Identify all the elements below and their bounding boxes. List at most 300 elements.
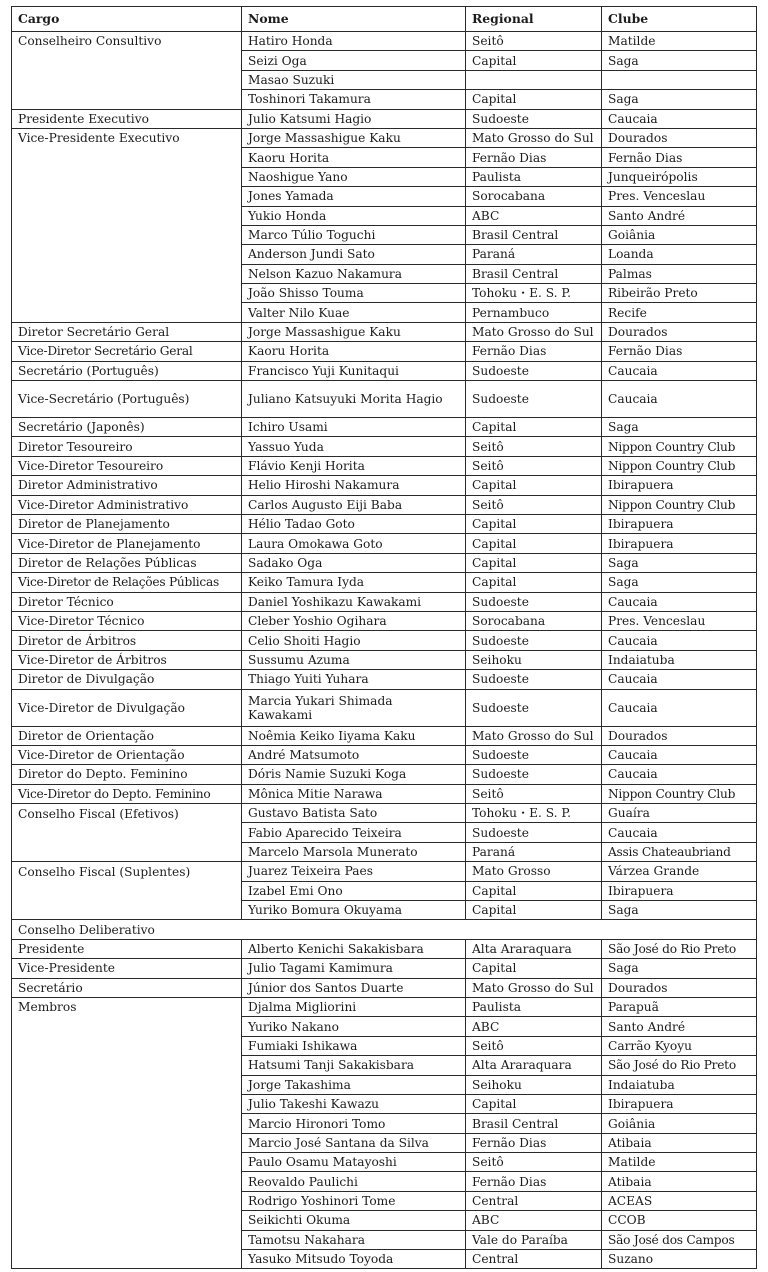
cell-clube: Caucaia: [602, 592, 757, 611]
cell-cargo: [12, 1094, 242, 1113]
cell-regional: Central: [466, 1191, 602, 1210]
cell-nome: Seizi Oga: [242, 51, 466, 70]
cell-clube: ACEAS: [602, 1191, 757, 1210]
cell-nome: Julio Tagami Kamimura: [242, 959, 466, 978]
cell-clube: Junqueirópolis: [602, 167, 757, 186]
roster-body: [12, 32, 757, 1269]
cell-nome: Jorge Takashima: [242, 1075, 466, 1094]
cell-regional: Fernão Dias: [466, 1172, 602, 1191]
cell-cargo: Diretor de Orientação: [12, 726, 242, 745]
table-row: [12, 534, 757, 553]
cell-clube: Caucaia: [602, 765, 757, 784]
cell-clube: Parapuã: [602, 997, 757, 1016]
table-row: [12, 959, 757, 978]
cell-clube: Indaiatuba: [602, 650, 757, 669]
cell-regional: Tohoku・E. S. P.: [466, 284, 602, 303]
cell-nome: Yukio Honda: [242, 206, 466, 225]
cell-nome: Cleber Yoshio Ogihara: [242, 611, 466, 630]
cell-regional: Capital: [466, 418, 602, 437]
cell-clube: Pres. Venceslau: [602, 611, 757, 630]
cell-regional: [466, 70, 602, 89]
table-row: [12, 418, 757, 437]
cell-regional: Paraná: [466, 245, 602, 264]
table-row: [12, 1230, 757, 1249]
cell-cargo: [12, 167, 242, 186]
cell-clube: Caucaia: [602, 745, 757, 764]
cell-clube: Dourados: [602, 726, 757, 745]
cell-regional: Vale do Paraíba: [466, 1230, 602, 1249]
cell-regional: Capital: [466, 959, 602, 978]
cell-nome: Djalma Migliorini: [242, 997, 466, 1016]
cell-clube: Nippon Country Club: [602, 456, 757, 475]
cell-regional: Capital: [466, 573, 602, 592]
cell-regional: Mato Grosso do Sul: [466, 322, 602, 341]
cell-cargo: [12, 1250, 242, 1269]
cell-clube: Caucaia: [602, 670, 757, 689]
table-row: [12, 32, 757, 51]
cell-cargo: [12, 1017, 242, 1036]
cell-cargo: [12, 901, 242, 920]
cell-regional: Capital: [466, 881, 602, 900]
cell-clube: Guaíra: [602, 804, 757, 823]
cell-nome: Reovaldo Paulichi: [242, 1172, 466, 1191]
cell-nome: Izabel Emi Ono: [242, 881, 466, 900]
table-row: [12, 978, 757, 997]
table-row: [12, 745, 757, 764]
cell-nome: Julio Katsumi Hagio: [242, 109, 466, 128]
cell-cargo: [12, 842, 242, 861]
cell-regional: Seitô: [466, 1036, 602, 1055]
table-row: [12, 437, 757, 456]
cell-nome: Yassuo Yuda: [242, 437, 466, 456]
cell-cargo: Diretor Secretário Geral: [12, 322, 242, 341]
cell-nome: Naoshigue Yano: [242, 167, 466, 186]
cell-nome: Ichiro Usami: [242, 418, 466, 437]
cell-clube: Dourados: [602, 978, 757, 997]
table-row: [12, 1153, 757, 1172]
cell-cargo: Vice-Diretor de Árbitros: [12, 650, 242, 669]
cell-clube: Santo André: [602, 206, 757, 225]
cell-regional: Seitô: [466, 456, 602, 475]
cell-nome: Seikichti Okuma: [242, 1211, 466, 1230]
cell-regional: Brasil Central: [466, 225, 602, 244]
cell-nome: Mônica Mitie Narawa: [242, 784, 466, 803]
cell-regional: Seitô: [466, 437, 602, 456]
cell-regional: Sudoeste: [466, 689, 602, 726]
table-row: [12, 939, 757, 958]
cell-regional: Sudoeste: [466, 823, 602, 842]
cell-cargo: Vice-Presidente: [12, 959, 242, 978]
cell-cargo: [12, 245, 242, 264]
cell-regional: Fernão Dias: [466, 148, 602, 167]
cell-clube: Dourados: [602, 128, 757, 147]
table-row: [12, 495, 757, 514]
cell-cargo: Presidente: [12, 939, 242, 958]
table-row: [12, 1056, 757, 1075]
cell-cargo: [12, 1114, 242, 1133]
cell-nome: Sussumu Azuma: [242, 650, 466, 669]
cell-cargo: [12, 1036, 242, 1055]
table-row: [12, 361, 757, 380]
cell-cargo: [12, 90, 242, 109]
cell-cargo: Vice-Diretor Tesoureiro: [12, 456, 242, 475]
cell-nome: Marcio Hironori Tomo: [242, 1114, 466, 1133]
cell-regional: Mato Grosso do Sul: [466, 726, 602, 745]
table-row: [12, 1172, 757, 1191]
cell-nome: Marco Túlio Toguchi: [242, 225, 466, 244]
table-row: [12, 765, 757, 784]
cell-regional: Sudoeste: [466, 381, 602, 418]
cell-cargo: Vice-Diretor Técnico: [12, 611, 242, 630]
cell-regional: Seitô: [466, 32, 602, 51]
cell-regional: Tohoku・E. S. P.: [466, 804, 602, 823]
cell-regional: Sorocabana: [466, 187, 602, 206]
cell-cargo: Diretor de Divulgação: [12, 670, 242, 689]
cell-regional: Pernambuco: [466, 303, 602, 322]
cell-clube: Fernão Dias: [602, 342, 757, 361]
table-row: [12, 284, 757, 303]
header-nome: Nome: [242, 7, 466, 32]
header-clube: Clube: [602, 7, 757, 32]
cell-regional: Capital: [466, 514, 602, 533]
cell-regional: Sudoeste: [466, 109, 602, 128]
cell-nome: Nelson Kazuo Nakamura: [242, 264, 466, 283]
cell-cargo: Diretor de Relações Públicas: [12, 553, 242, 572]
cell-regional: Seihoku: [466, 1075, 602, 1094]
cell-clube: Caucaia: [602, 109, 757, 128]
cell-nome: Alberto Kenichi Sakakisbara: [242, 939, 466, 958]
cell-clube: Pres. Venceslau: [602, 187, 757, 206]
cell-cargo: Vice-Diretor de Divulgação: [12, 689, 242, 726]
cell-clube: Caucaia: [602, 823, 757, 842]
table-row: [12, 303, 757, 322]
cell-cargo: Vice-Diretor Administrativo: [12, 495, 242, 514]
roster-document: [11, 6, 756, 1269]
cell-cargo: [12, 1172, 242, 1191]
cell-regional: Sorocabana: [466, 611, 602, 630]
cell-regional: Capital: [466, 553, 602, 572]
cell-regional: ABC: [466, 1211, 602, 1230]
cell-cargo: Diretor do Depto. Feminino: [12, 765, 242, 784]
cell-clube: Saga: [602, 90, 757, 109]
cell-cargo: [12, 1075, 242, 1094]
cell-nome: Jorge Massashigue Kaku: [242, 128, 466, 147]
cell-clube: Caucaia: [602, 381, 757, 418]
cell-cargo: Vice-Diretor de Orientação: [12, 745, 242, 764]
cell-clube: Carrão Kyoyu: [602, 1036, 757, 1055]
cell-clube: Atibaia: [602, 1172, 757, 1191]
table-row: [12, 1114, 757, 1133]
table-row: [12, 1036, 757, 1055]
cell-regional: Seitô: [466, 784, 602, 803]
table-row: [12, 342, 757, 361]
table-row: [12, 573, 757, 592]
cell-clube: Matilde: [602, 32, 757, 51]
cell-regional: Central: [466, 1250, 602, 1269]
cell-nome: Valter Nilo Kuae: [242, 303, 466, 322]
cell-cargo: Conselho Fiscal (Efetivos): [12, 804, 242, 823]
table-row: [12, 225, 757, 244]
table-row: [12, 650, 757, 669]
table-row: [12, 476, 757, 495]
cell-clube: Matilde: [602, 1153, 757, 1172]
table-row: [12, 804, 757, 823]
cell-nome: Jorge Massashigue Kaku: [242, 322, 466, 341]
cell-nome: Tamotsu Nakahara: [242, 1230, 466, 1249]
table-row: [12, 264, 757, 283]
cell-regional: Sudoeste: [466, 745, 602, 764]
cell-cargo: Conselheiro Consultivo: [12, 32, 242, 51]
cell-cargo: Secretário (Português): [12, 361, 242, 380]
cell-cargo: [12, 148, 242, 167]
table-row: [12, 206, 757, 225]
table-row: [12, 70, 757, 89]
cell-nome: Marcia Yukari Shimada Kawakami: [242, 689, 466, 726]
cell-cargo: [12, 1056, 242, 1075]
cell-cargo: Conselho Fiscal (Suplentes): [12, 862, 242, 881]
cell-cargo: Vice-Diretor de Relações Públicas: [12, 573, 242, 592]
cell-regional: Capital: [466, 1094, 602, 1113]
header-regional: Regional: [466, 7, 602, 32]
cell-nome: Thiago Yuiti Yuhara: [242, 670, 466, 689]
cell-regional: Sudoeste: [466, 592, 602, 611]
table-row: [12, 862, 757, 881]
cell-regional: Paraná: [466, 842, 602, 861]
cell-clube: CCOB: [602, 1211, 757, 1230]
table-row: [12, 670, 757, 689]
cell-clube: Nippon Country Club: [602, 495, 757, 514]
cell-nome: Hatiro Honda: [242, 32, 466, 51]
cell-clube: Ibirapuera: [602, 534, 757, 553]
cell-nome: Noêmia Keiko Iiyama Kaku: [242, 726, 466, 745]
cell-regional: ABC: [466, 1017, 602, 1036]
cell-clube: Nippon Country Club: [602, 437, 757, 456]
cell-cargo: [12, 51, 242, 70]
cell-regional: Capital: [466, 901, 602, 920]
table-row: [12, 514, 757, 533]
table-row: [12, 592, 757, 611]
cell-regional: Capital: [466, 51, 602, 70]
table-row: [12, 1017, 757, 1036]
table-row: [12, 1191, 757, 1210]
cell-clube: Caucaia: [602, 631, 757, 650]
cell-cargo: [12, 823, 242, 842]
cell-nome: Daniel Yoshikazu Kawakami: [242, 592, 466, 611]
cell-clube: Suzano: [602, 1250, 757, 1269]
cell-nome: Marcio José Santana da Silva: [242, 1133, 466, 1152]
cell-nome: Fumiaki Ishikawa: [242, 1036, 466, 1055]
cell-regional: Paulista: [466, 167, 602, 186]
cell-regional: Sudoeste: [466, 631, 602, 650]
cell-clube: Goiânia: [602, 1114, 757, 1133]
cell-cargo: [12, 1153, 242, 1172]
cell-cargo: Conselho Deliberativo: [12, 920, 757, 939]
table-row: [12, 689, 757, 726]
table-row: [12, 901, 757, 920]
cell-clube: São José do Rio Preto: [602, 1056, 757, 1075]
cell-cargo: [12, 1133, 242, 1152]
cell-clube: Saga: [602, 51, 757, 70]
cell-cargo: [12, 881, 242, 900]
cell-clube: Ibirapuera: [602, 476, 757, 495]
cell-regional: Mato Grosso do Sul: [466, 128, 602, 147]
cell-nome: Dóris Namie Suzuki Koga: [242, 765, 466, 784]
cell-regional: Alta Araraquara: [466, 1056, 602, 1075]
cell-nome: Anderson Jundi Sato: [242, 245, 466, 264]
cell-nome: Julio Takeshi Kawazu: [242, 1094, 466, 1113]
cell-nome: Helio Hiroshi Nakamura: [242, 476, 466, 495]
cell-clube: Assis Chateaubriand: [602, 842, 757, 861]
cell-nome: Masao Suzuki: [242, 70, 466, 89]
cell-clube: São José do Rio Preto: [602, 939, 757, 958]
table-row: [12, 726, 757, 745]
cell-regional: Sudoeste: [466, 361, 602, 380]
cell-nome: Paulo Osamu Matayoshi: [242, 1153, 466, 1172]
cell-regional: Fernão Dias: [466, 1133, 602, 1152]
cell-clube: Caucaia: [602, 361, 757, 380]
cell-clube: [602, 70, 757, 89]
cell-clube: Goiânia: [602, 225, 757, 244]
cell-cargo: Presidente Executivo: [12, 109, 242, 128]
cell-clube: Fernão Dias: [602, 148, 757, 167]
table-row: [12, 1250, 757, 1269]
cell-regional: Mato Grosso do Sul: [466, 978, 602, 997]
cell-cargo: [12, 1191, 242, 1210]
cell-nome: Rodrigo Yoshinori Tome: [242, 1191, 466, 1210]
cell-nome: Carlos Augusto Eiji Baba: [242, 495, 466, 514]
cell-nome: Toshinori Takamura: [242, 90, 466, 109]
cell-clube: Saga: [602, 553, 757, 572]
cell-regional: Sudoeste: [466, 765, 602, 784]
cell-regional: Brasil Central: [466, 1114, 602, 1133]
cell-clube: Caucaia: [602, 689, 757, 726]
cell-nome: Francisco Yuji Kunitaqui: [242, 361, 466, 380]
cell-nome: Yuriko Bomura Okuyama: [242, 901, 466, 920]
cell-regional: Seitô: [466, 1153, 602, 1172]
cell-nome: Yuriko Nakano: [242, 1017, 466, 1036]
roster-table: [11, 6, 757, 1269]
cell-regional: Fernão Dias: [466, 342, 602, 361]
cell-regional: ABC: [466, 206, 602, 225]
cell-clube: Atibaia: [602, 1133, 757, 1152]
cell-cargo: [12, 264, 242, 283]
cell-clube: São José dos Campos: [602, 1230, 757, 1249]
table-row: [12, 920, 757, 939]
cell-nome: Sadako Oga: [242, 553, 466, 572]
table-row: [12, 842, 757, 861]
cell-clube: Saga: [602, 959, 757, 978]
cell-regional: Paulista: [466, 997, 602, 1016]
table-row: [12, 823, 757, 842]
cell-nome: Júnior dos Santos Duarte: [242, 978, 466, 997]
table-row: [12, 167, 757, 186]
cell-cargo: Membros: [12, 997, 242, 1016]
cell-clube: Dourados: [602, 322, 757, 341]
cell-regional: Capital: [466, 534, 602, 553]
table-row: [12, 997, 757, 1016]
table-row: [12, 1094, 757, 1113]
cell-cargo: Vice-Diretor do Depto. Feminino: [12, 784, 242, 803]
cell-cargo: Vice-Diretor Secretário Geral: [12, 342, 242, 361]
cell-nome: Yasuko Mitsudo Toyoda: [242, 1250, 466, 1269]
cell-cargo: Diretor de Planejamento: [12, 514, 242, 533]
cell-regional: Seihoku: [466, 650, 602, 669]
cell-nome: Gustavo Batista Sato: [242, 804, 466, 823]
cell-nome: Kaoru Horita: [242, 148, 466, 167]
cell-nome: Fabio Aparecido Teixeira: [242, 823, 466, 842]
cell-clube: Indaiatuba: [602, 1075, 757, 1094]
cell-clube: Nippon Country Club: [602, 784, 757, 803]
cell-cargo: Diretor Tesoureiro: [12, 437, 242, 456]
cell-cargo: [12, 303, 242, 322]
cell-regional: Sudoeste: [466, 670, 602, 689]
cell-regional: Brasil Central: [466, 264, 602, 283]
cell-cargo: Diretor Administrativo: [12, 476, 242, 495]
cell-cargo: [12, 1230, 242, 1249]
cell-nome: Celio Shoiti Hagio: [242, 631, 466, 650]
cell-nome: André Matsumoto: [242, 745, 466, 764]
table-row: [12, 1133, 757, 1152]
table-row: [12, 1211, 757, 1230]
cell-nome: Marcelo Marsola Munerato: [242, 842, 466, 861]
table-row: [12, 553, 757, 572]
cell-cargo: [12, 206, 242, 225]
cell-nome: Hélio Tadao Goto: [242, 514, 466, 533]
table-row: [12, 128, 757, 147]
table-row: [12, 148, 757, 167]
cell-nome: Jones Yamada: [242, 187, 466, 206]
cell-nome: Kaoru Horita: [242, 342, 466, 361]
table-row: [12, 90, 757, 109]
cell-cargo: Diretor de Árbitros: [12, 631, 242, 650]
cell-cargo: [12, 225, 242, 244]
cell-cargo: Vice-Presidente Executivo: [12, 128, 242, 147]
cell-cargo: Diretor Técnico: [12, 592, 242, 611]
cell-nome: Laura Omokawa Goto: [242, 534, 466, 553]
cell-cargo: Vice-Diretor de Planejamento: [12, 534, 242, 553]
cell-clube: Ibirapuera: [602, 881, 757, 900]
header-row: [12, 7, 757, 32]
table-row: [12, 611, 757, 630]
cell-clube: Ibirapuera: [602, 1094, 757, 1113]
cell-cargo: Secretário (Japonês): [12, 418, 242, 437]
cell-nome: Hatsumi Tanji Sakakisbara: [242, 1056, 466, 1075]
table-row: [12, 51, 757, 70]
cell-clube: Saga: [602, 901, 757, 920]
table-row: [12, 322, 757, 341]
table-row: [12, 456, 757, 475]
cell-cargo: [12, 284, 242, 303]
table-row: [12, 109, 757, 128]
cell-regional: Capital: [466, 90, 602, 109]
cell-regional: Capital: [466, 476, 602, 495]
cell-cargo: [12, 187, 242, 206]
cell-regional: Seitô: [466, 495, 602, 514]
cell-clube: Recife: [602, 303, 757, 322]
cell-nome: Flávio Kenji Horita: [242, 456, 466, 475]
cell-regional: Mato Grosso: [466, 862, 602, 881]
table-row: [12, 381, 757, 418]
cell-cargo: [12, 1211, 242, 1230]
cell-clube: Santo André: [602, 1017, 757, 1036]
table-row: [12, 881, 757, 900]
table-row: [12, 631, 757, 650]
cell-cargo: Vice-Secretário (Português): [12, 381, 242, 418]
cell-clube: Várzea Grande: [602, 862, 757, 881]
cell-clube: Palmas: [602, 264, 757, 283]
cell-clube: Ibirapuera: [602, 514, 757, 533]
table-row: [12, 187, 757, 206]
